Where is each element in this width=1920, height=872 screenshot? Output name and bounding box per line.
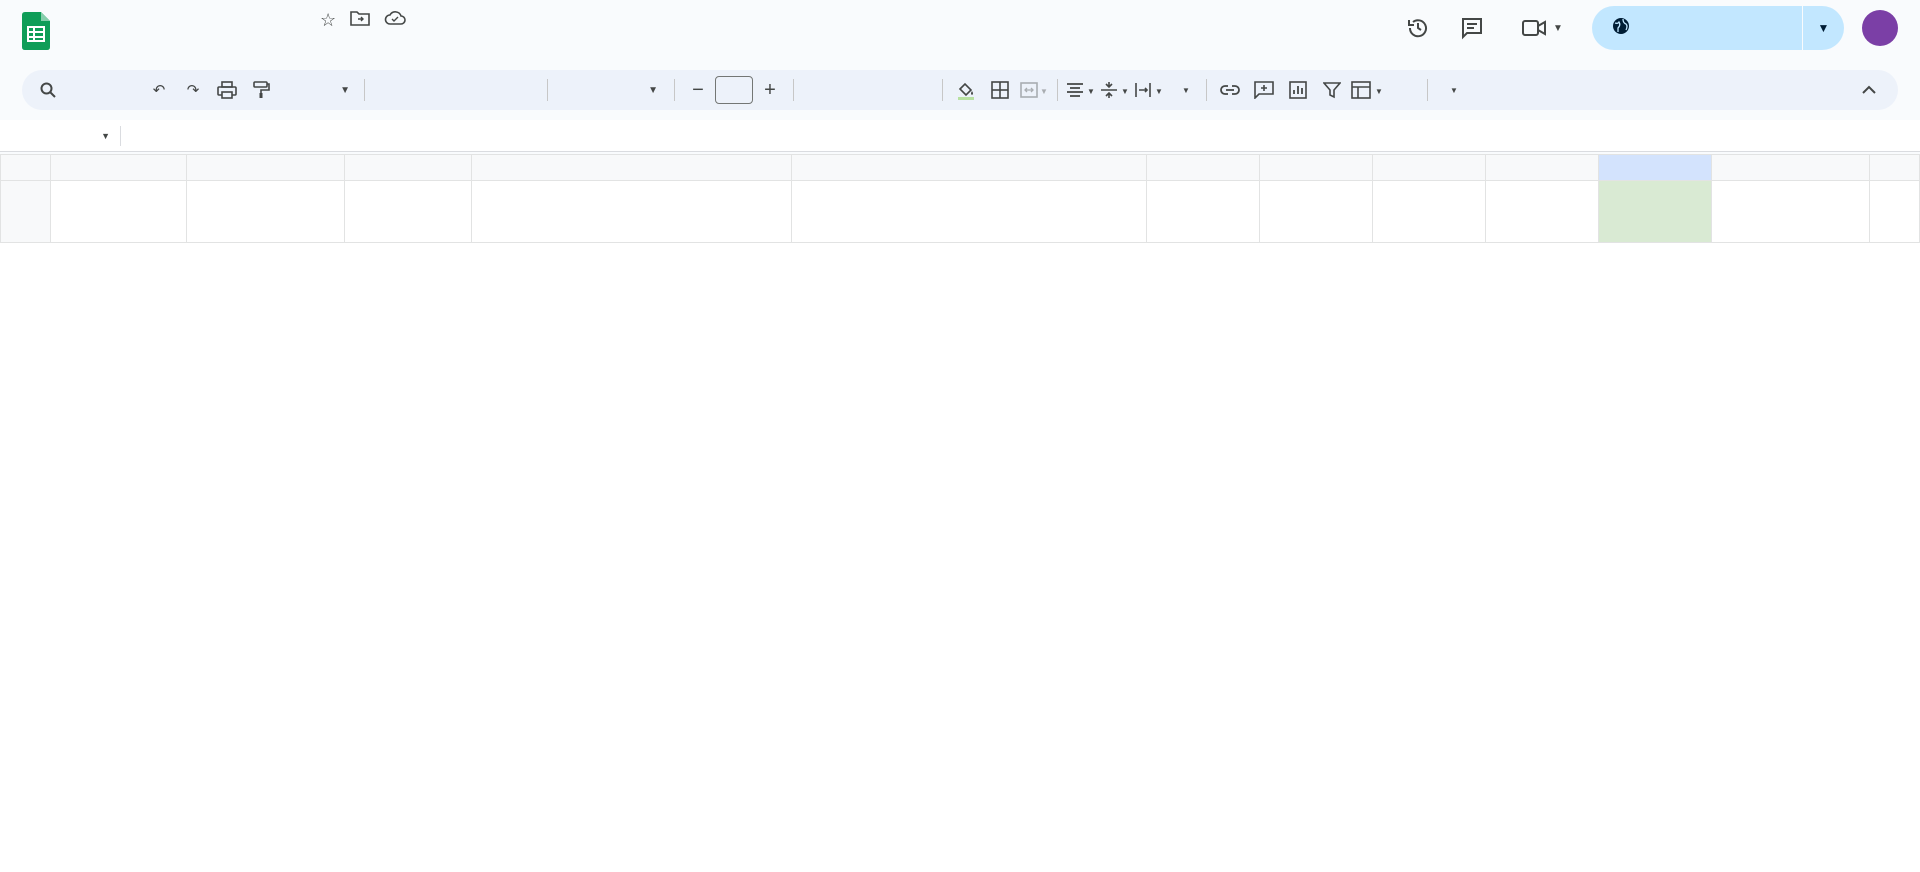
collapse-toolbar-icon[interactable] [1854, 75, 1884, 105]
font-size-input[interactable] [715, 76, 753, 104]
increase-font-size-button[interactable]: + [764, 78, 776, 101]
undo-icon[interactable]: ↶ [152, 82, 166, 99]
insert-link-icon[interactable] [1215, 75, 1245, 105]
percent-format-button[interactable] [407, 75, 437, 105]
column-header-a[interactable] [50, 155, 187, 181]
table-cell[interactable] [1372, 181, 1485, 243]
name-box[interactable] [0, 131, 120, 141]
svg-text:▼: ▼ [1121, 87, 1129, 96]
toolbar-divider [793, 79, 794, 101]
table-cell[interactable] [1711, 181, 1870, 243]
table-row [1, 181, 1920, 243]
toolbar-divider [547, 79, 548, 101]
move-folder-icon[interactable] [350, 10, 370, 31]
svg-text:▼: ▼ [1375, 87, 1383, 96]
table-cell[interactable] [471, 181, 791, 243]
currency-format-button[interactable] [373, 75, 403, 105]
spreadsheet-grid [0, 154, 1920, 872]
toolbar-divider [942, 79, 943, 101]
table-cell[interactable] [1870, 181, 1920, 243]
column-header-f[interactable] [1146, 155, 1259, 181]
toolbar-divider [364, 79, 365, 101]
text-color-button[interactable] [904, 75, 934, 105]
italic-button[interactable] [836, 75, 866, 105]
zoom-select[interactable] [280, 75, 356, 105]
bold-button[interactable] [802, 75, 832, 105]
decrease-font-size-button[interactable]: − [692, 78, 704, 101]
globe-icon [1612, 17, 1630, 40]
avatar[interactable] [1862, 10, 1898, 46]
table-cell[interactable] [187, 181, 345, 243]
search-icon [40, 82, 56, 98]
functions-button[interactable] [1389, 75, 1419, 105]
paint-format-icon[interactable] [246, 75, 276, 105]
text-wrapping-icon[interactable] [1134, 75, 1164, 105]
insert-comment-icon[interactable] [1249, 75, 1279, 105]
column-header-d[interactable] [471, 155, 791, 181]
column-header-c[interactable] [344, 155, 471, 181]
toolbar [22, 70, 1898, 110]
table-cell[interactable] [1485, 181, 1598, 243]
toolbar-divider [1427, 79, 1428, 101]
insert-chart-icon[interactable] [1283, 75, 1313, 105]
meet-icon[interactable] [1512, 6, 1572, 50]
font-select[interactable] [556, 75, 666, 105]
input-tools-button[interactable] [1436, 75, 1466, 105]
svg-text:▼: ▼ [1155, 87, 1163, 96]
filter-views-icon[interactable] [1351, 75, 1385, 105]
filter-icon[interactable] [1317, 75, 1347, 105]
chevron-down-icon: ▼ [101, 130, 110, 141]
svg-text:▼: ▼ [1087, 87, 1095, 96]
select-all-corner[interactable] [1, 155, 51, 181]
column-header-g[interactable] [1259, 155, 1372, 181]
top-bar [0, 0, 1920, 62]
table-cell[interactable] [1598, 181, 1711, 243]
toolbar-divider [1206, 79, 1207, 101]
merge-cells-icon[interactable] [1019, 75, 1049, 105]
redo-icon[interactable]: ↷ [186, 82, 200, 99]
version-history-icon[interactable] [1396, 6, 1440, 50]
row-header[interactable] [1, 181, 51, 243]
search-menus-button[interactable] [32, 74, 142, 106]
sheets-logo-icon[interactable] [22, 12, 50, 50]
share-button[interactable] [1592, 6, 1844, 50]
table-cell[interactable] [344, 181, 471, 243]
horizontal-align-icon[interactable] [1066, 75, 1096, 105]
decrease-decimal-button[interactable] [441, 75, 471, 105]
comments-icon[interactable] [1450, 6, 1494, 50]
formula-divider [120, 126, 121, 146]
cloud-saved-icon[interactable] [384, 10, 406, 31]
svg-text:▼: ▼ [1040, 87, 1048, 96]
column-header-k[interactable] [1711, 155, 1870, 181]
chevron-down-icon: ▼ [1450, 85, 1458, 95]
toolbar-divider [674, 79, 675, 101]
column-header-i[interactable] [1485, 155, 1598, 181]
table-cell[interactable] [791, 181, 1146, 243]
share-dropdown-icon[interactable]: ▼ [1817, 21, 1830, 35]
column-header-b[interactable] [187, 155, 345, 181]
chevron-down-icon: ▼ [340, 84, 350, 96]
column-header-l[interactable] [1870, 155, 1920, 181]
star-icon[interactable]: ☆ [320, 10, 337, 30]
vertical-align-icon[interactable] [1100, 75, 1130, 105]
text-rotation-button[interactable] [1168, 75, 1198, 105]
strikethrough-button[interactable] [870, 75, 900, 105]
column-header-h[interactable] [1372, 155, 1485, 181]
fill-color-icon[interactable] [951, 75, 981, 105]
print-icon[interactable] [212, 75, 242, 105]
table-cell[interactable] [1146, 181, 1259, 243]
formula-bar [0, 120, 1920, 152]
increase-decimal-button[interactable] [475, 75, 505, 105]
sheet-table [0, 154, 1920, 243]
table-cell[interactable] [1259, 181, 1372, 243]
toolbar-divider [1057, 79, 1058, 101]
column-header-e[interactable] [791, 155, 1146, 181]
chevron-down-icon: ▼ [648, 84, 658, 96]
number-format-button[interactable] [509, 75, 539, 105]
meet-dropdown-icon[interactable]: ▼ [1553, 22, 1563, 34]
column-header-row [1, 155, 1920, 181]
chevron-down-icon: ▼ [1182, 85, 1190, 95]
title-icons [320, 10, 416, 31]
borders-icon[interactable] [985, 75, 1015, 105]
table-cell[interactable] [50, 181, 187, 243]
column-header-j[interactable] [1598, 155, 1711, 181]
